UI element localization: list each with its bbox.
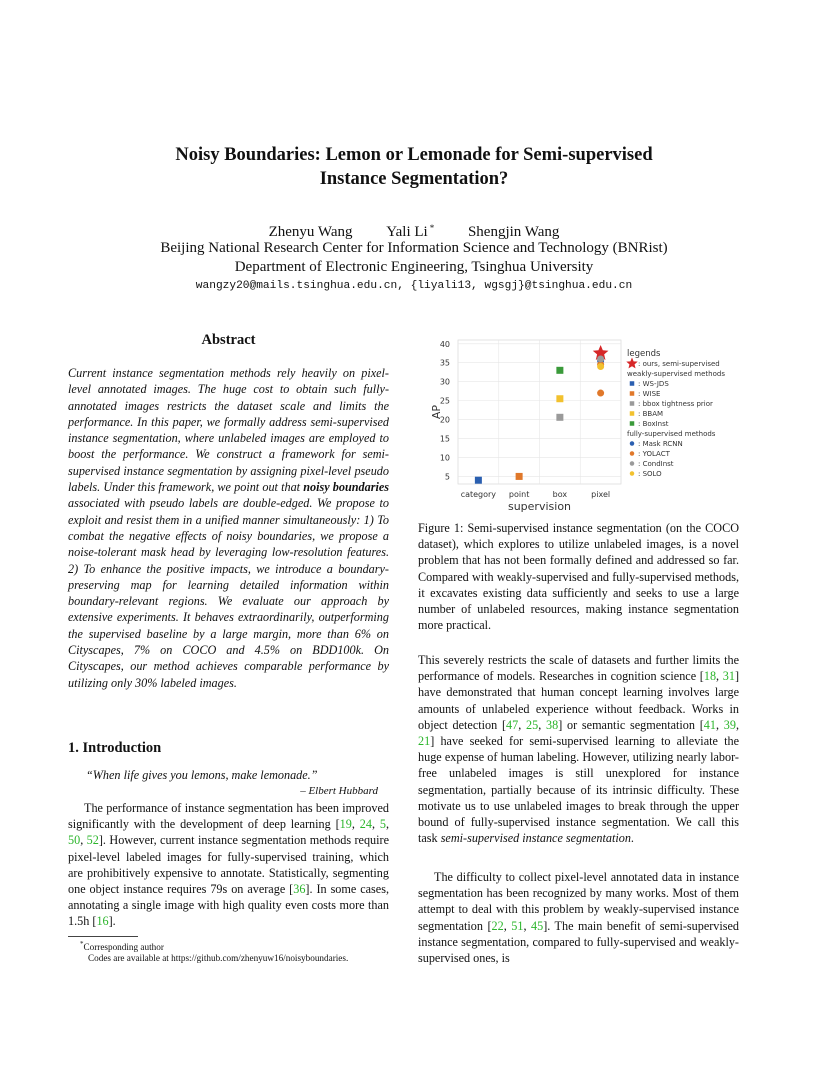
epigraph-quote: “When life gives you lemons, make lemonade.”: [86, 768, 318, 782]
citation-link[interactable]: 45: [531, 918, 544, 933]
citation-link[interactable]: 19: [339, 817, 352, 832]
author-emails: wangzy20@mails.tsinghua.edu.cn, {liyali13, wgsgj}@tsinghua.edu.cn: [195, 280, 633, 292]
corresponding-mark: *: [429, 223, 435, 233]
right-paragraph-2: The difficulty to collect pixel-level annotated data in instance segmentation has been recognized by many works. Most of them attempt to deal with this problem by weakly-supervised instance segmentation [22, 51, 45]. The main benefit of semi-supervised instance segmentation, compared to fully-supervised and weakly-supervised ones, is: [418, 870, 740, 966]
section-heading-introduction: 1. Introduction: [68, 740, 162, 756]
citation-link[interactable]: 22: [491, 918, 504, 933]
citation-link[interactable]: 47: [506, 717, 519, 732]
footnote-divider: [68, 936, 138, 937]
author-2: Yali Li *: [386, 223, 435, 240]
x-tick-label: point: [508, 490, 530, 499]
epigraph-author: – Elbert Hubbard: [300, 785, 378, 797]
y-tick-label: 40: [439, 339, 450, 349]
data-point-circle: [597, 363, 604, 370]
citation-link[interactable]: 25: [526, 717, 539, 732]
legend-entry-label: : CondInst: [638, 460, 674, 468]
legend-marker-circle: [630, 441, 635, 446]
data-point-circle: [597, 390, 604, 397]
citation-link[interactable]: 16: [96, 914, 109, 929]
citation-link[interactable]: 18: [703, 669, 717, 684]
figure-1-caption: Figure 1: Semi-supervised instance segmentation (on the COCO dataset), which explores to utilize unlabeled images, is a novel problem that has not been formally defined and addressed so far. Compared with weakly-supervised and fully-supervised methods, it excavates existing data sufficiently and seeks to use a large number of unlabeled resources, making instance segmentation more practical.: [418, 521, 739, 633]
data-point-square: [556, 395, 563, 402]
legend-entry-label: : YOLACT: [638, 450, 670, 458]
right-paragraph-1: This severely restricts the scale of datasets and further limits the performance of models. Researches in cognition science [18, 31] have demonstrated that human concept learning involves large amounts of unlabeled experience without feedback. Works in object detection [47, 25, 38] or semantic segmentation [41, 39, 21] have seeked for semi-supervised learning to alleviate the huge expense of human labeling. However, utilizing nearly labor-free unlabeled images is still unexplored for instance segmentation, partially because of its intrinsic difficulty. These motivate us to use unlabeled images to break through the upper bound of fully-supervised instance segmentation. We call this task semi-supervised instance segmentation.: [418, 653, 740, 846]
legend-entry-label: : BoxInst: [638, 420, 669, 428]
legend-entry-label: : BBAM: [638, 410, 664, 418]
legend-entry-label: : ours, semi-supervised: [638, 360, 720, 368]
figure-1-chart: [418, 334, 740, 518]
legend-marker-square: [630, 421, 635, 426]
y-tick-label: 35: [439, 358, 450, 368]
y-tick-label: 25: [439, 396, 450, 406]
legend-marker-circle: [630, 461, 635, 466]
citation-link[interactable]: 41: [703, 717, 716, 732]
citation-link[interactable]: 31: [722, 669, 735, 684]
x-tick-label: category: [460, 490, 497, 499]
legend-marker-star: [626, 358, 637, 369]
citation-link[interactable]: 36: [293, 882, 306, 897]
abstract-text: Current instance segmentation methods rely heavily on pixel-level annotated images. The huge cost to obtain such fully-annotated images restricts the dataset scale and limits the performance. In this paper, we formally address semi-supervised instance segmentation, where unlabeled images are employed to boost the performance. We construct a framework for semi-supervised instance segmentation by assigning pixel-level pseudo labels. Under this framework, we point out that noisy boundaries associated with pseudo labels are double-edged. We propose to exploit and resist them in a unified manner simultaneously: 1) To combat the negative effects of noisy boundaries, we propose a noise-tolerant mask head by leveraging low-resolution features. 2) To enhance the positive impacts, we introduce a boundary-preserving map for learning detailed information within boundary-relevant regions. We evaluate our approach by extensive experiments. It behaves extraordinarily, outperforming the supervised baseline by a large margin, more than 6% on Cityscapes, 7% on COCO and 4.5% on BDD100k. On Cityscapes, our method achieves comparable performance by utilizing only 30% labeled images.: [68, 366, 390, 690]
abstract-emphasis: noisy boundaries: [303, 480, 390, 495]
paper-title: [60, 143, 768, 191]
legend-entry-label: : WISE: [638, 390, 661, 398]
legend-entry-label: : WS-JDS: [638, 380, 669, 388]
y-axis-label: AP: [430, 404, 443, 420]
citation-link[interactable]: 39: [723, 717, 736, 732]
legend-group-label: fully-supervised methods: [627, 430, 716, 438]
affiliation-2: Department of Electronic Engineering, Tsinghua University: [234, 259, 594, 275]
title-line-1: Noisy Boundaries: Lemon or Lemonade for Semi-supervised: [175, 145, 653, 165]
author-1: Zhenyu Wang: [268, 224, 353, 240]
legend-entry-label: : Mask RCNN: [638, 440, 683, 448]
legend-group-label: weakly-supervised methods: [627, 370, 725, 378]
legend-marker-square: [630, 411, 635, 416]
citation-link[interactable]: 24: [359, 817, 372, 832]
abstract-heading: Abstract: [201, 332, 256, 348]
data-point-square: [556, 414, 563, 421]
intro-paragraph-1: The performance of instance segmentation has been improved significantly with the development of deep learning [19, 24, 5, 50, 52]. However, current instance segmentation methods require pixel-level labeled images for fully-supervised training, which are prohibitively expensive to annotate. Statistically, segmenting one object instance requires 79s on average [36]. In some cases, annotating a single image with high quality even costs more than 1.5h [16].: [68, 801, 390, 929]
citation-link[interactable]: 5: [379, 817, 386, 832]
data-point-square: [556, 367, 563, 374]
legend-marker-circle: [630, 451, 635, 456]
term-emphasis: semi-supervised instance segmentation: [440, 831, 631, 846]
y-tick-label: 5: [444, 472, 450, 482]
affiliation-1: Beijing National Research Center for Information Science and Technology (BNRist): [160, 240, 668, 256]
x-tick-label: pixel: [591, 490, 611, 499]
legend-marker-circle: [630, 471, 635, 476]
legend-marker-square: [630, 401, 635, 406]
data-point-square: [475, 477, 482, 484]
legend-entry-label: : SOLO: [638, 470, 662, 478]
legend-marker-square: [630, 381, 635, 386]
data-point-circle: [597, 355, 604, 362]
citation-link[interactable]: 38: [546, 717, 559, 732]
citation-link[interactable]: 52: [86, 833, 99, 848]
y-tick-label: 10: [439, 453, 450, 463]
y-tick-label: 30: [439, 377, 450, 387]
data-point-square: [516, 473, 523, 480]
legend-entry-label: : bbox tightness prior: [638, 400, 713, 408]
title-line-2: Instance Segmentation?: [319, 169, 509, 189]
footnote-corresponding: *Corresponding author: [80, 940, 164, 953]
citation-link[interactable]: 51: [511, 918, 524, 933]
citation-link[interactable]: 21: [418, 734, 431, 749]
y-tick-label: 15: [439, 434, 450, 444]
legend-marker-square: [630, 391, 635, 396]
x-axis-label: supervision: [507, 500, 572, 513]
legend-title: legends: [627, 349, 661, 359]
citation-link[interactable]: 50: [68, 833, 81, 848]
y-tick-label: 20: [439, 415, 450, 425]
author-3: Shengjin Wang: [467, 224, 560, 240]
x-tick-label: box: [552, 490, 568, 499]
footnote-code: Codes are available at https://github.com/zhenyuw16/noisyboundaries.: [88, 953, 349, 963]
